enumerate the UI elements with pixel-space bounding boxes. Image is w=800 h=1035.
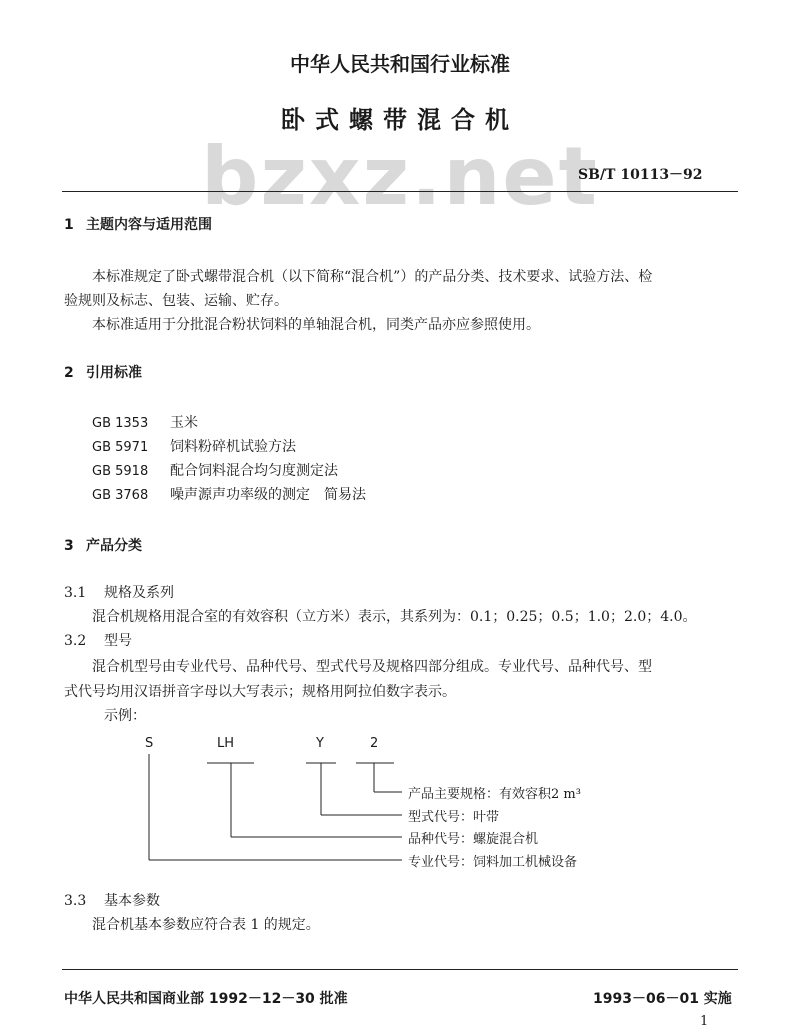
section-title: 引用标准 bbox=[86, 365, 142, 381]
subsection-number: 3.3 bbox=[64, 893, 87, 909]
section-3-3-heading bbox=[64, 890, 160, 910]
reference-code: GB 3768 bbox=[92, 488, 149, 503]
subsection-title: 基本参数 bbox=[104, 893, 160, 909]
document-title: 卧式螺带混合机 bbox=[281, 106, 519, 134]
standard-category: 中华人民共和国行业标准 bbox=[290, 52, 510, 76]
approval-info: 中华人民共和国商业部 1992－12－30 批准 bbox=[64, 991, 348, 1007]
page-number: 1 bbox=[700, 1014, 709, 1029]
s1-para1-line1: 本标准规定了卧式螺带混合机（以下简称“混合机”）的产品分类、技术要求、试验方法、检 bbox=[92, 269, 653, 285]
section-title: 产品分类 bbox=[86, 538, 142, 554]
reference-code: GB 5918 bbox=[92, 464, 149, 479]
label-type: 型式代号：叶带 bbox=[408, 810, 500, 825]
model-code-letter: Y bbox=[316, 736, 324, 751]
model-code-letter: 2 bbox=[370, 736, 379, 751]
subsection-number: 3.2 bbox=[64, 633, 87, 649]
section-number: 2 bbox=[64, 365, 74, 381]
s31-text: 混合机规格用混合室的有效容积（立方米）表示，其系列为：0.1；0.25；0.5；1.0；2.0；4.0。 bbox=[92, 609, 697, 625]
reference-name: 玉米 bbox=[170, 415, 198, 431]
subsection-number: 3.1 bbox=[64, 585, 87, 601]
reference-code: GB 5971 bbox=[92, 440, 149, 455]
label-variety: 品种代号：螺旋混合机 bbox=[408, 832, 539, 847]
label-spec: 产品主要规格：有效容积2 m³ bbox=[408, 787, 581, 802]
watermark: bzxz.net bbox=[201, 130, 599, 223]
label-specialty: 专业代号：饲料加工机械设备 bbox=[408, 855, 578, 870]
s32-text-line2: 式代号均用汉语拼音字母以大写表示；规格用阿拉伯数字表示。 bbox=[64, 684, 456, 700]
section-number: 1 bbox=[64, 217, 74, 233]
s1-para1-line2: 验规则及标志、包装、运输、贮存。 bbox=[64, 293, 288, 309]
section-title: 主题内容与适用范围 bbox=[86, 217, 212, 233]
model-code-letter: S bbox=[145, 736, 154, 751]
example-label: 示例： bbox=[104, 708, 146, 724]
reference-name: 饲料粉碎机试验方法 bbox=[170, 439, 296, 455]
s1-para2: 本标准适用于分批混合粉状饲料的单轴混合机，同类产品亦应参照使用。 bbox=[92, 317, 540, 333]
implementation-date: 1993－06－01 实施 bbox=[593, 991, 732, 1007]
footer-rule bbox=[62, 969, 738, 970]
reference-name: 噪声源声功率级的测定 简易法 bbox=[170, 487, 366, 503]
standard-number: SB/T 10113－92 bbox=[578, 167, 703, 183]
s32-text-line1: 混合机型号由专业代号、品种代号、型式代号及规格四部分组成。专业代号、品种代号、型 bbox=[92, 659, 652, 675]
s33-text: 混合机基本参数应符合表 1 的规定。 bbox=[92, 917, 320, 933]
reference-name: 配合饲料混合均匀度测定法 bbox=[170, 463, 338, 479]
subsection-title: 规格及系列 bbox=[104, 585, 174, 601]
section-number: 3 bbox=[64, 538, 74, 554]
model-code-letter: LH bbox=[217, 736, 235, 751]
reference-code: GB 1353 bbox=[92, 416, 149, 431]
subsection-title: 型号 bbox=[104, 633, 132, 649]
